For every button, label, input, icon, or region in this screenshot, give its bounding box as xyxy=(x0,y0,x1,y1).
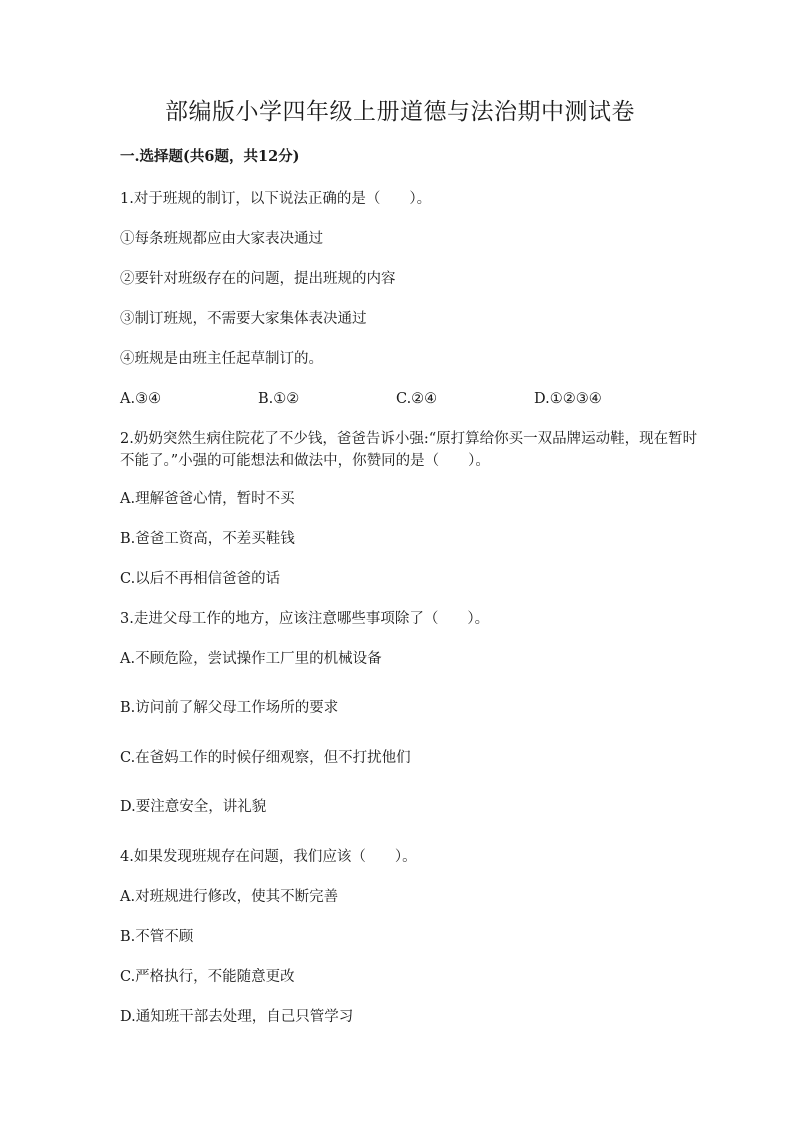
question-3-option-c: C.在爸妈工作的时候仔细观察，但不打扰他们 xyxy=(120,750,411,766)
question-3-option-b: B.访问前了解父母工作场所的要求 xyxy=(120,700,339,716)
question-2-stem: 2.奶奶突然生病住院花了不少钱，爸爸告诉小强:“原打算给你买一双品牌运动鞋，现在暂时不能了。”小强的可能想法和做法中，你赞同的是（ ）。 xyxy=(120,431,698,469)
question-4-option-a: A.对班规进行修改，使其不断完善 xyxy=(120,889,339,905)
question-1-option-c: C.②④ xyxy=(396,391,438,407)
question-1-statement-1: ①每条班规都应由大家表决通过 xyxy=(120,231,323,247)
question-4-stem: 4.如果发现班规存在问题，我们应该（ ）。 xyxy=(120,849,417,865)
question-1-option-b: B.①② xyxy=(258,391,300,407)
question-3-stem: 3.走进父母工作的地方，应该注意哪些事项除了（ ）。 xyxy=(120,611,490,627)
question-4-option-b: B.不管不顾 xyxy=(120,929,194,945)
question-1-statement-2: ②要针对班级存在的问题，提出班规的内容 xyxy=(120,271,396,287)
question-2-option-b: B.爸爸工资高，不差买鞋钱 xyxy=(120,531,295,547)
question-4-option-c: C.严格执行，不能随意更改 xyxy=(120,969,295,985)
question-1-statement-4: ④班规是由班主任起草制订的。 xyxy=(120,351,323,367)
question-4-option-d: D.通知班干部去处理，自己只管学习 xyxy=(120,1009,354,1025)
question-3-option-d: D.要注意安全，讲礼貌 xyxy=(120,799,267,815)
question-2-option-c: C.以后不再相信爸爸的话 xyxy=(120,571,281,587)
question-1-stem: 1.对于班规的制订，以下说法正确的是（ ）。 xyxy=(120,191,432,207)
question-1-option-d: D.①②③④ xyxy=(534,391,602,407)
section-heading: 一.选择题(共6题，共12分) xyxy=(120,148,300,165)
question-1-option-a: A.③④ xyxy=(120,391,162,407)
question-1-options xyxy=(120,388,680,410)
question-3-option-a: A.不顾危险，尝试操作工厂里的机械设备 xyxy=(120,651,382,667)
question-1-statement-3: ③制订班规，不需要大家集体表决通过 xyxy=(120,311,367,327)
question-2-option-a: A.理解爸爸心情，暂时不买 xyxy=(120,491,295,507)
document-title: 部编版小学四年级上册道德与法治期中测试卷 xyxy=(165,99,635,125)
